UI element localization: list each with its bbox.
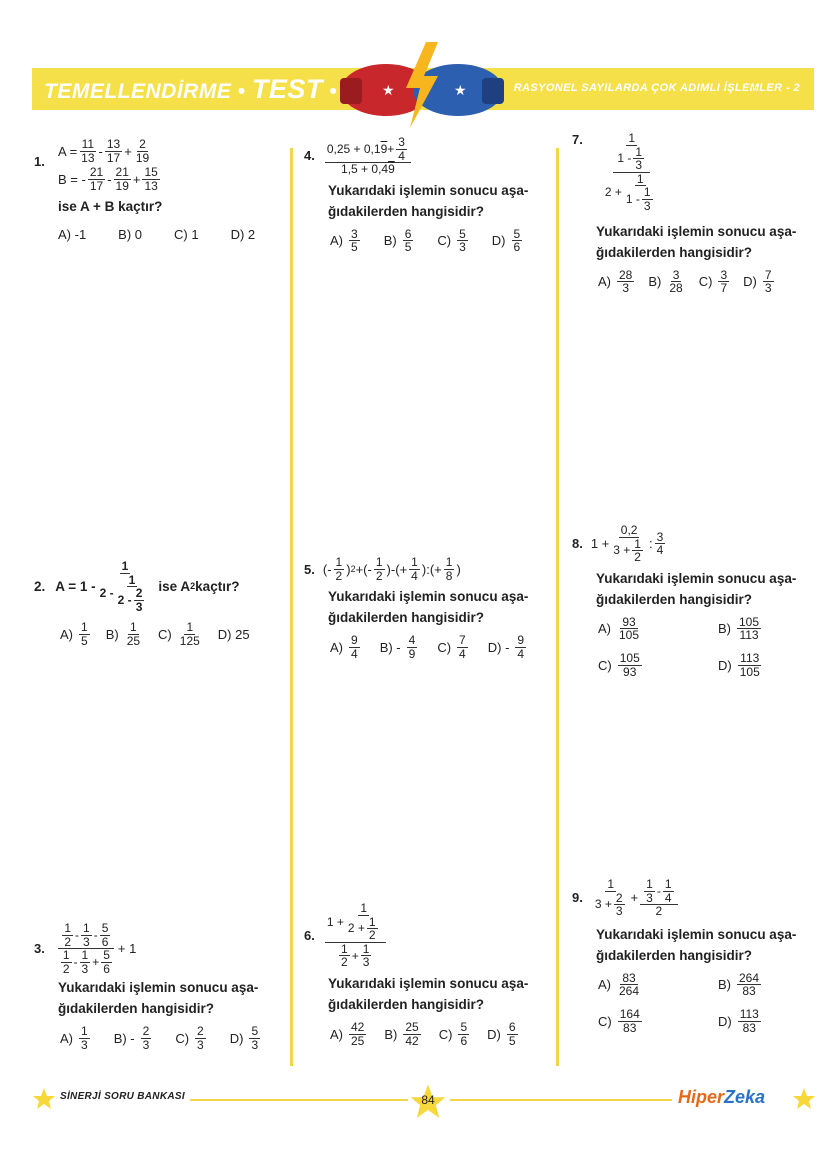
- question-3: [34, 922, 289, 1052]
- column-divider: [290, 148, 293, 1066]
- question-7: [572, 132, 816, 295]
- expression: 8. 1 + 0,2 3 + $\frac{1}{2}$ : $\frac{3}{4}$: [572, 523, 664, 565]
- question-text: Yukarıdaki işlemin sonucu aşa- ğıdakilerden hangisidir?: [328, 975, 529, 1012]
- option-b[interactable]: B) 0: [118, 227, 143, 243]
- option-c[interactable]: C) $\frac{3}{7}$: [698, 267, 728, 296]
- option-c[interactable]: C) $\frac{1}{125}$: [158, 620, 200, 648]
- expression: 3. $\frac{1}{2}$ - $\frac{1}{3}$ - $\frac{5}{6}$ $\frac{1}{2}$ - $\frac{1}{3}$ + $\frac{5}{6}$ + 1: [34, 921, 137, 976]
- option-d[interactable]: D) $\frac{113}{83}$: [718, 1006, 759, 1035]
- expression-a: A = $\frac{11}{13}$ - $\frac{13}{17}$ + $\frac{2}{19}$: [58, 137, 150, 165]
- header-right-title: RASYONEL SAYILARDA ÇOK ADIMLI İŞLEMLER - 2: [513, 82, 800, 94]
- question-text: ise A + B kaçtır?: [58, 199, 163, 215]
- option-c[interactable]: C) $\frac{7}{4}$: [437, 633, 466, 661]
- page-number: 84: [408, 1083, 448, 1119]
- expression: 6. 1 + 1 2 + $\frac{1}{2}$ $\frac{1}{2}$ + $\frac{1}{3}$: [304, 902, 550, 969]
- expression-b: B = - $\frac{21}{17}$ - $\frac{21}{19}$ + $\frac{15}{13}$: [58, 165, 158, 193]
- option-a[interactable]: A) $\frac{3}{5}$: [330, 226, 358, 255]
- question-6: [304, 902, 550, 1047]
- option-c[interactable]: C) $\frac{5}{6}$: [438, 1019, 468, 1048]
- boxing-gloves-icon: [326, 40, 516, 130]
- option-c[interactable]: C) $\frac{5}{3}$: [437, 226, 466, 255]
- star-icon: [32, 1087, 56, 1111]
- option-c[interactable]: C) $\frac{105}{93}$: [598, 650, 640, 679]
- answer-options: [330, 228, 550, 254]
- question-text: Yukarıdaki işlemin sonucu aşa- ğıdakilerden hangisidir?: [58, 980, 259, 1017]
- publisher-logo: HiperZeka: [678, 1087, 766, 1107]
- option-b[interactable]: B) - $\frac{4}{9}$: [379, 633, 416, 661]
- answer-options: [598, 972, 816, 1034]
- option-b[interactable]: B) $\frac{1}{25}$: [105, 620, 141, 648]
- option-c[interactable]: C) 1: [174, 227, 199, 243]
- star-icon: [792, 1087, 816, 1111]
- option-a[interactable]: A) $\frac{93}{105}$: [598, 614, 640, 643]
- svg-text:★: ★: [382, 83, 395, 99]
- option-a[interactable]: A) $\frac{42}{25}$: [330, 1019, 365, 1048]
- question-8: [572, 524, 816, 678]
- svg-text:★: ★: [454, 83, 467, 99]
- question-text: Yukarıdaki işlemin sonucu aşa- ğıdakilerden hangisidir?: [328, 589, 529, 626]
- option-d[interactable]: D) $\frac{5}{3}$: [229, 1024, 259, 1052]
- answer-options: [58, 227, 255, 242]
- question-text: Yukarıdaki işlemin sonucu aşa- ğıdakilerden hangisidir?: [596, 570, 797, 607]
- answer-options: [60, 621, 289, 647]
- option-d[interactable]: D) $\frac{5}{6}$: [491, 226, 521, 255]
- option-a[interactable]: A) $\frac{83}{264}$: [598, 970, 640, 999]
- page-footer: [30, 1075, 820, 1125]
- expression: 9. 1 3 + $\frac{2}{3}$ + $\frac{1}{3}$ - $\frac{1}{4}$ 2: [572, 878, 816, 918]
- question-2: [34, 560, 289, 648]
- answer-options: [60, 1025, 289, 1051]
- expression: 5. ( - $\frac{1}{2}$ ) 2 + ( - $\frac{1}{2}$ ) - ( + $\frac{1}{4}$ ) : ( + $\frac{1}{8}$ ): [304, 555, 461, 583]
- question-number: 1.: [34, 154, 45, 169]
- question-9: [572, 878, 816, 1034]
- question-5: [304, 556, 550, 660]
- option-d[interactable]: D) 2: [230, 227, 256, 243]
- option-d[interactable]: D) $\frac{113}{105}$: [718, 650, 760, 679]
- option-b[interactable]: B) $\frac{6}{5}$: [383, 226, 412, 255]
- option-a[interactable]: A) -1: [58, 227, 87, 243]
- question-text: 2. A = 1 - 1 2 - 1 2 - $\frac{2}{3}$ ise A 2 kaçtır?: [34, 559, 240, 614]
- option-b[interactable]: B) $\frac{25}{42}$: [384, 1019, 419, 1048]
- column-divider: [556, 148, 559, 1066]
- option-a[interactable]: A) $\frac{9}{4}$: [330, 633, 358, 661]
- answer-options: [330, 634, 550, 660]
- option-a[interactable]: A) $\frac{28}{3}$: [598, 267, 633, 296]
- option-d[interactable]: D) $\frac{6}{5}$: [487, 1019, 516, 1048]
- question-text: Yukarıdaki işlemin sonucu aşa- ğıdakilerden hangisidir?: [328, 182, 529, 219]
- question-text: Yukarıdaki işlemin sonucu aşa- ğıdakilerden hangisidir?: [596, 926, 797, 963]
- option-a[interactable]: A) $\frac{1}{3}$: [60, 1024, 88, 1052]
- option-d[interactable]: D) 25: [217, 626, 250, 642]
- footer-line: [190, 1099, 408, 1101]
- book-brand: SİNERJİ SORU BANKASI: [60, 1091, 185, 1102]
- option-b[interactable]: B) $\frac{105}{113}$: [718, 614, 760, 643]
- option-b[interactable]: B) $\frac{264}{83}$: [718, 970, 760, 999]
- option-d[interactable]: D) $\frac{7}{3}$: [743, 267, 772, 296]
- expression: 4. 0,25 + 0,1 9 + $\frac{3}{4}$ 1,5 + 0,4 9: [304, 136, 550, 176]
- option-c[interactable]: C) $\frac{164}{83}$: [598, 1006, 640, 1035]
- option-b[interactable]: B) $\frac{3}{28}$: [648, 267, 683, 296]
- header-left-title: TEMELLENDİRME • TEST •: [44, 74, 338, 104]
- footer-line: [450, 1099, 672, 1101]
- option-c[interactable]: C) $\frac{2}{3}$: [175, 1024, 204, 1052]
- option-a[interactable]: A) $\frac{1}{5}$: [60, 620, 88, 648]
- question-4: [304, 136, 550, 254]
- answer-options: [330, 1021, 550, 1047]
- option-b[interactable]: B) - $\frac{2}{3}$: [113, 1024, 150, 1052]
- answer-options: [598, 616, 816, 678]
- question-text: Yukarıdaki işlemin sonucu aşa- ğıdakilerden hangisidir?: [596, 223, 797, 260]
- answer-options: [598, 269, 816, 295]
- option-d[interactable]: D) - $\frac{9}{4}$: [487, 633, 525, 661]
- expression: 7. 1 1 - $\frac{1}{3}$ 2 + 1 1 - $\frac{1}{3}$: [572, 131, 651, 213]
